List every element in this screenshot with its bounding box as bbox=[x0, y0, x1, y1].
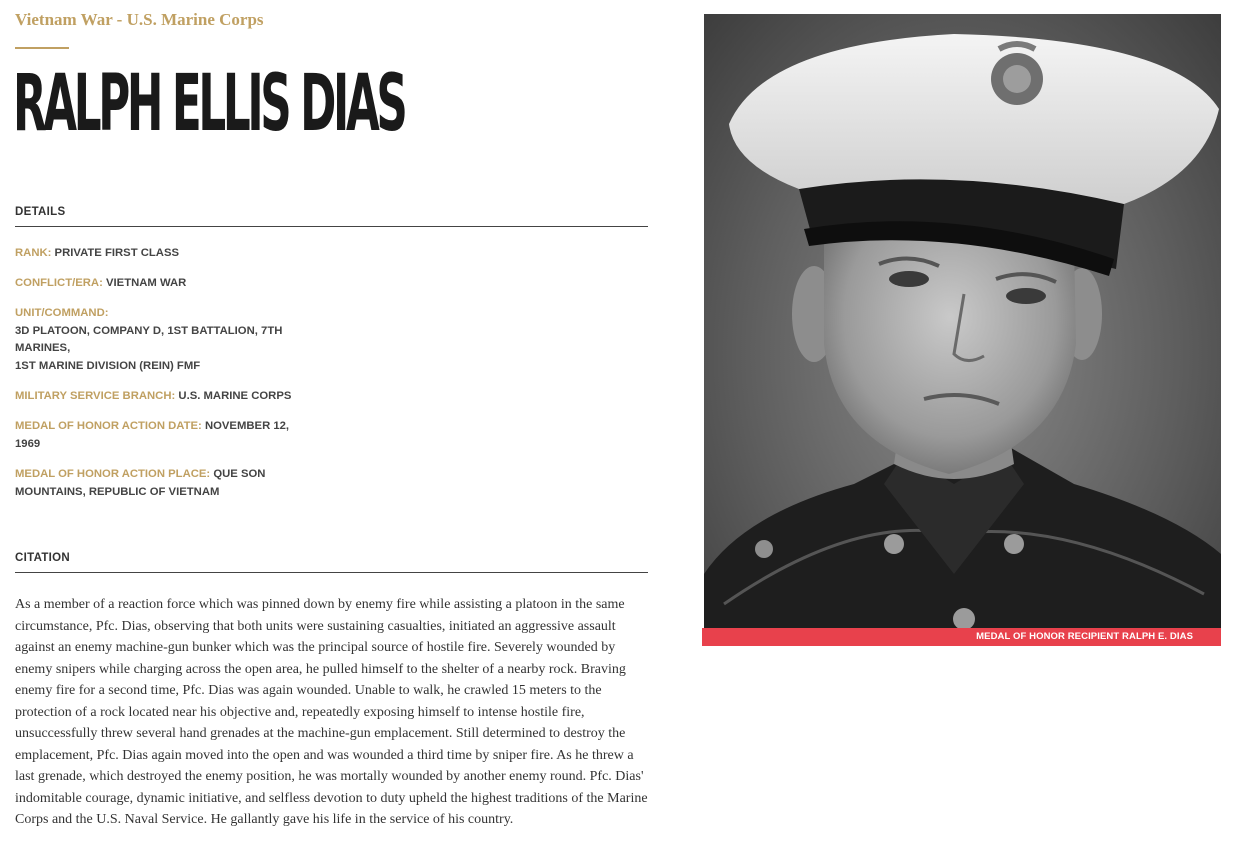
recipient-name: RALPH ELLIS DIAS bbox=[13, 59, 405, 149]
photo-caption: MEDAL OF HONOR RECIPIENT RALPH E. DIAS bbox=[702, 628, 1221, 646]
citation-text: As a member of a reaction force which was pinned down by enemy fire while assisting a platoon in the same circumstance, Pfc. Dias, observing that both units were sustaining casualties, initiated an aggressive assault against an enemy machine-gun bunker which was the principal source of hostile fire. Severely wounded by enemy snipers while charging across the open area, he pulled himself to the shelter of a nearby rock. Braving enemy fire for a second time, Pfc. Dias was again wounded. Unable to walk, he crawled 15 meters to the protection of a rock located near his objective and, repeatedly exposing himself to intense hostile fire, unsuccessfully threw several hand grenades at the machine-gun emplacement. Still determined to destroy the emplacement, Pfc. Dias again moved into the open and was wounded a third time by sniper fire. As he threw a last grenade, which destroyed the enemy position, he was mortally wounded by another enemy round. Pfc. Dias' indomitable courage, dynamic initiative, and selfless devotion to duty upheld the highest traditions of the Marine Corps and the U.S. Naval Service. He gallantly gave his life in the service of his country. bbox=[15, 597, 648, 827]
portrait-figure bbox=[702, 12, 1221, 646]
eyebrow-divider bbox=[15, 47, 69, 49]
detail-branch-value: U.S. MARINE CORPS bbox=[178, 390, 292, 402]
details-heading: DETAILS bbox=[15, 206, 648, 227]
detail-unit bbox=[15, 305, 315, 375]
conflict-branch-eyebrow: Vietnam War - U.S. Marine Corps bbox=[15, 10, 264, 29]
detail-unit-line2: 1ST MARINE DIVISION (REIN) FMF bbox=[15, 359, 201, 372]
detail-action-place bbox=[15, 466, 315, 501]
detail-action-date-label: MEDAL OF HONOR ACTION DATE: bbox=[15, 420, 202, 432]
detail-branch-label: MILITARY SERVICE BRANCH: bbox=[15, 390, 176, 402]
detail-unit-line1: 3D PLATOON, COMPANY D, 1ST BATTALION, 7TH MARINES, bbox=[15, 324, 283, 354]
detail-action-place-value: QUE SON MOUNTAINS, REPUBLIC OF VIETNAM bbox=[15, 468, 266, 498]
detail-rank-value: PRIVATE FIRST CLASS bbox=[54, 247, 180, 259]
detail-branch bbox=[15, 388, 315, 406]
portrait-illustration bbox=[704, 14, 1221, 630]
detail-conflict bbox=[15, 275, 315, 293]
detail-action-date-value: NOVEMBER 12, 1969 bbox=[15, 420, 290, 450]
detail-unit-label: UNIT/COMMAND: bbox=[15, 307, 109, 319]
portrait-photo bbox=[704, 14, 1221, 630]
citation-heading: CITATION bbox=[15, 552, 648, 573]
detail-action-date bbox=[15, 418, 315, 453]
detail-rank-label: RANK: bbox=[15, 247, 52, 259]
detail-rank bbox=[15, 245, 315, 263]
detail-conflict-value: VIETNAM WAR bbox=[106, 277, 187, 289]
detail-action-place-label: MEDAL OF HONOR ACTION PLACE: bbox=[15, 468, 211, 480]
detail-conflict-label: CONFLICT/ERA: bbox=[15, 277, 103, 289]
